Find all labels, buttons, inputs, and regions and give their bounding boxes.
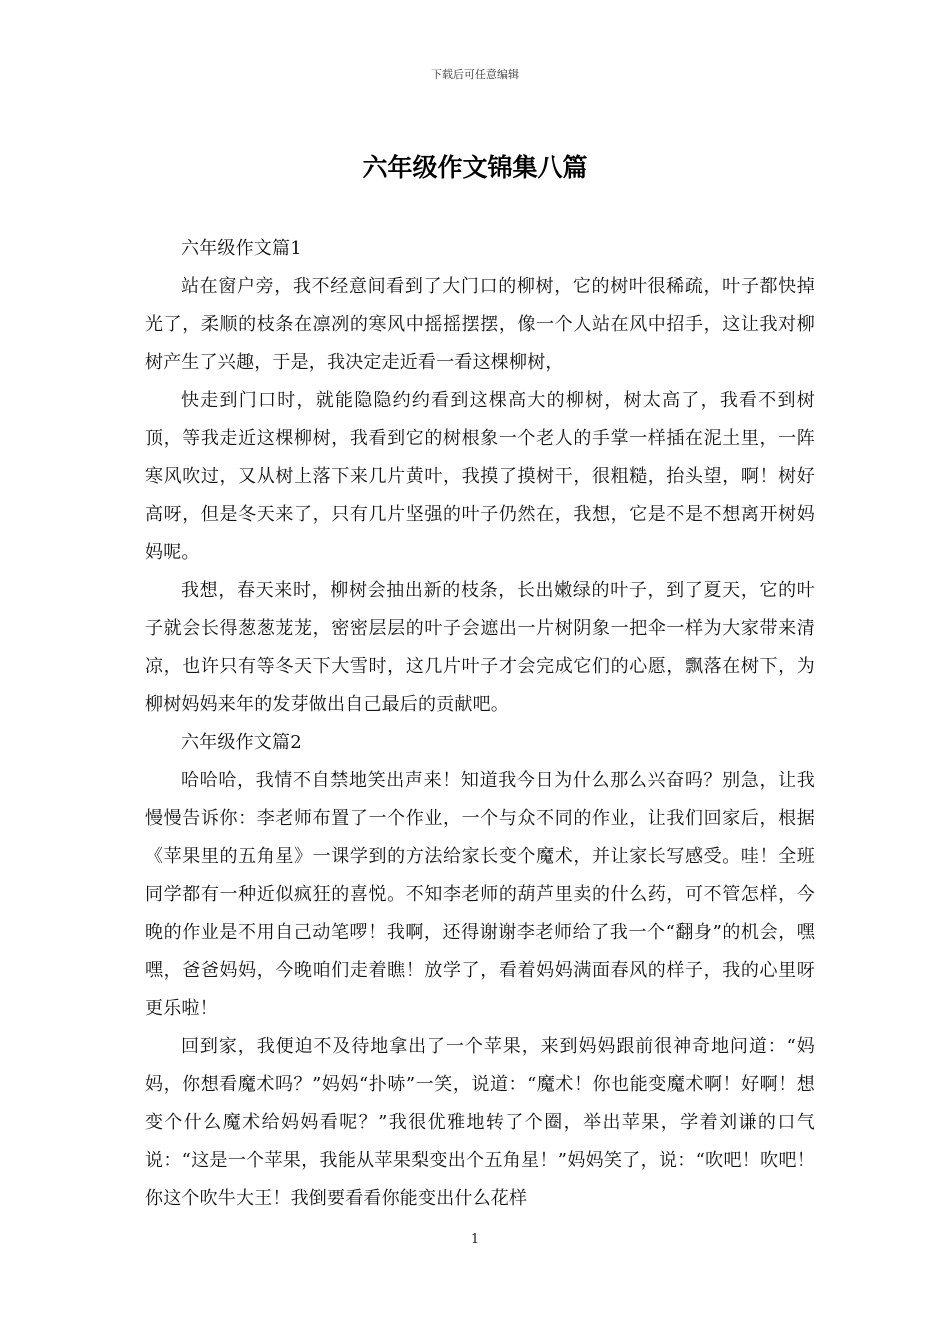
body-paragraph: 站在窗户旁，我不经意间看到了大门口的柳树，它的树叶很稀疏，叶子都快掉光了，柔顺的枝条在凛冽的寒风中摇摇摆摆，像一个人站在风中招手，这让我对柳树产生了兴趣，于是，我决定走近看一看这棵柳树，: [145, 276, 815, 373]
body-paragraph: 回到家，我便迫不及待地拿出了一个苹果，来到妈妈跟前很神奇地问道：“妈妈，你想看魔术吗？”妈妈“扑哧”一笑，说道：“魔术！你也能变魔术啊！好啊！想变个什么魔术给妈妈看呢？”我很优雅地转了个圈，举出苹果，学着刘谦的口气说：“这是一个苹果，我能从苹果梨变出个五角星！”妈妈笑了，说：“吹吧！吹吧！你这个吹牛大王！我倒要看看你能变出什么花样: [145, 1036, 815, 1209]
body-paragraph: 我想，春天来时，柳树会抽出新的枝条，长出嫩绿的叶子，到了夏天，它的叶子就会长得葱葱茏茏，密密层层的叶子会遮出一片树阴象一把伞一样为大家带来清凉，也许只有等冬天下大雪时，这几片叶子才会完成它们的心愿，飘落在树下，为柳树妈妈来年的发芽做出自己最后的贡献吧。: [145, 580, 815, 715]
header-note: 下载后可任意编辑: [431, 68, 519, 81]
document-title: 六年级作文锦集八篇: [362, 153, 588, 182]
body-paragraph: 快走到门口时，就能隐隐约约看到这棵高大的柳树，树太高了，我看不到树顶，等我走近这棵柳树，我看到它的树根象一个老人的手掌一样插在泥土里，一阵寒风吹过，又从树上落下来几片黄叶，我摸了摸树干，很粗糙，抬头望，啊！树好高呀，但是冬天来了，只有几片坚强的叶子仍然在，我想，它是不是不想离开树妈妈呢。: [145, 390, 815, 563]
body-paragraph: 哈哈哈，我情不自禁地笑出声来！知道我今日为什么那么兴奋吗？别急，让我慢慢告诉你：李老师布置了一个作业，一个与众不同的作业，让我们回家后，根据《苹果里的五角星》一课学到的方法给家长变个魔术，并让家长写感受。哇！全班同学都有一种近似疯狂的喜悦。不知李老师的葫芦里卖的什么药，可不管怎样，今晚的作业是不用自己动笔啰！我啊，还得谢谢李老师给了我一个“翻身”的机会，嘿嘿，爸爸妈妈，今晚咱们走着瞧！放学了，看着妈妈满面春风的样子，我的心里呀更乐啦！: [145, 770, 815, 1019]
page-number: 1: [470, 1232, 480, 1247]
document-body: [145, 230, 815, 1218]
section-heading-1: 六年级作文篇1: [181, 238, 302, 259]
section-heading-2: 六年级作文篇2: [181, 732, 302, 753]
